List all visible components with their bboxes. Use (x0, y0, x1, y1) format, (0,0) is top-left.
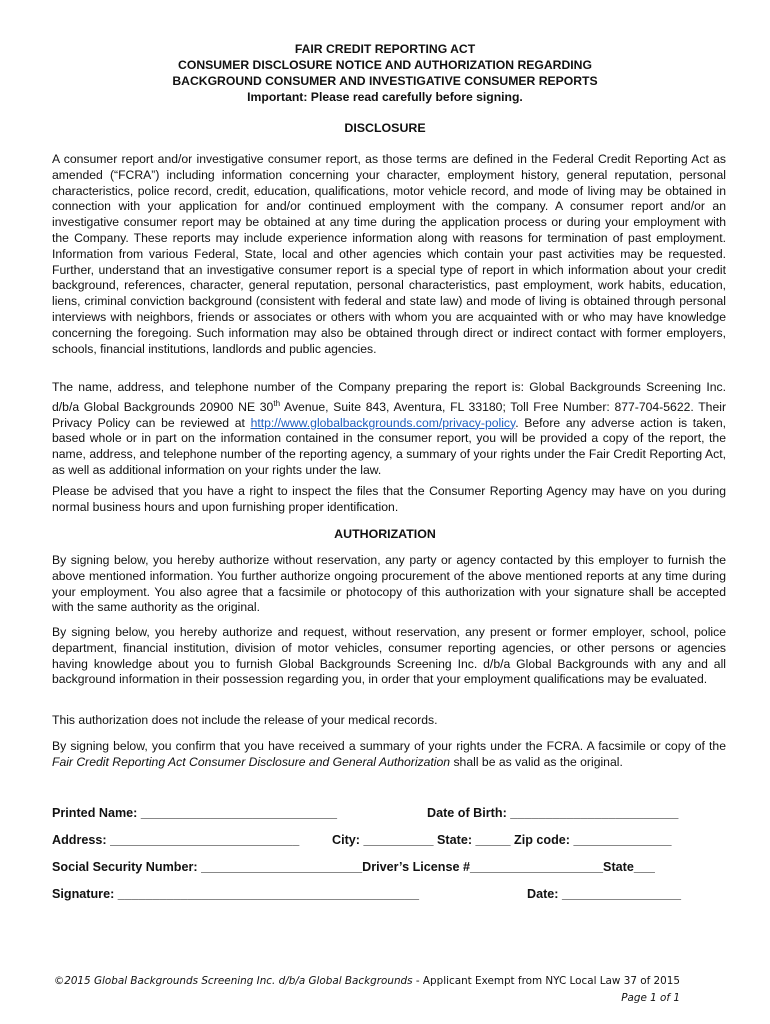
exemption-text: - Applicant Exempt from NYC Local Law 37 of 2015 (412, 975, 680, 987)
disclosure-title: DISCLOSURE (344, 121, 426, 135)
footer-copyright (0, 975, 680, 987)
authorization-paragraph-3: This authorization does not include the release of your medical records. (52, 713, 438, 727)
fcra-summary-text: By signing below, you confirm that you have received a summary of your rights under the FCRA. A facsimile or copy of the (52, 739, 726, 753)
header-line-3: BACKGROUND CONSUMER AND INVESTIGATIVE CONSUMER REPORTS (172, 74, 598, 88)
header-line-2: CONSUMER DISCLOSURE NOTICE AND AUTHORIZATION REGARDING (178, 58, 592, 72)
authorization-paragraph-1: By signing below, you hereby authorize without reservation, any party or agency contacted by this employer to furnish the above mentioned information. You further authorize ongoing procurement of the above mentioned reports at any time during your employment. You also agree that a facsimile or photocopy of this authorization with your signature shall be accepted with the same authority as the original. (52, 553, 726, 615)
adverse-action-text: . Before any adverse action is taken, based whole or in part on the information contained in the consumer report, you will be provided a copy of the report, the name, address, and telephone number of the reporting agency, a summary of your rights under the Fair Credit Reporting Act, as well as additional information on your rights under the law. (52, 415, 726, 478)
authorization-paragraph-4 (52, 739, 726, 771)
header-important: Important: Please read carefully before signing. (247, 90, 523, 104)
copyright-text: ©2015 Global Backgrounds Screening Inc. d/b/a Global Backgrounds (53, 975, 413, 987)
authorization-paragraph-2: By signing below, you hereby authorize and request, without reservation, any present or former employer, school, police department, financial institution, division of motor vehicles, consumer reporting agencies, or other persons or agencies having knowledge about you to furnish Global Backgrounds Screening Inc. d/b/a Global Backgrounds with any and all background information in their possession regarding you, in order that your employment qualifications may be evaluated. (52, 625, 726, 687)
ssn-license-field[interactable]: Social Security Number: _______________________Driver’s License #___________________State___ (52, 860, 655, 874)
signature-field[interactable]: Signature: ___________________________________________ (52, 887, 419, 901)
privacy-policy-link[interactable]: http://www.globalbackgrounds.com/privacy-policy (250, 415, 516, 430)
disclosure-paragraph-1: A consumer report and/or investigative consumer report, as those terms are defined in the Federal Credit Reporting Act as amended (“FCRA”) including information concerning your character, employment history, general reputation, personal characteristics, police record, credit, education, qualifications, motor vehicle record, and mode of living may be obtained in connection with your application for and/or continued employment with the company. A consumer report and/or an investigative consumer report may be obtained at any time during the application process or during your employment with the Company. These reports may include experience information along with reasons for termination of past employment. Information from various Federal, State, local and other agencies which contain your past activities may be requested. Further, understand that an investigative consumer report is a special type of report in which information about your credit background, references, character, general reputation, personal characteristics, past employment, work habits, education, liens, criminal conviction background (consistent with federal and state law) and mode of living is obtained through personal interviews with neighbors, friends or associates or others with whom you are acquainted with or who may have knowledge concerning the foregoing. Such information may also be obtained through direct or indirect contact with former employers, schools, financial institutions, landlords and public agencies. (52, 152, 726, 356)
city-state-zip-field[interactable]: City: __________ State: _____ Zip code: ______________ (332, 833, 672, 847)
document-header (0, 41, 770, 105)
contact-text: Avenue, Suite 843, Aventura, FL 33180; Toll Free Number: 877-704-5622. Their Privacy Policy can be reviewed at (52, 399, 727, 430)
page-number: Page 1 of 1 (621, 992, 680, 1004)
disclosure-paragraph-3: Please be advised that you have a right to inspect the files that the Consumer Reporting Agency may have on you during normal business hours and upon furnishing proper identification. (52, 484, 726, 514)
printed-name-field[interactable]: Printed Name: ____________________________ (52, 806, 337, 820)
document-title-italic: Fair Credit Reporting Act Consumer Disclosure and General Authorization (52, 754, 451, 769)
disclosure-paragraph-2 (52, 380, 726, 479)
date-of-birth-field[interactable]: Date of Birth: ________________________ (427, 806, 679, 820)
company-info-text: The name, address, and telephone number of the Company preparing the report is: Global Backgrounds Screening Inc. d/b/a Global Backgrounds 20900 NE 30 (52, 380, 726, 414)
signature-date-field[interactable]: Date: _________________ (527, 887, 682, 901)
ordinal-suffix: th (273, 398, 281, 408)
authorization-title: AUTHORIZATION (334, 527, 436, 541)
header-line-1: FAIR CREDIT REPORTING ACT (294, 42, 476, 56)
validity-text: shall be as valid as the original. (450, 754, 623, 769)
address-field[interactable]: Address: ___________________________ (52, 833, 300, 847)
